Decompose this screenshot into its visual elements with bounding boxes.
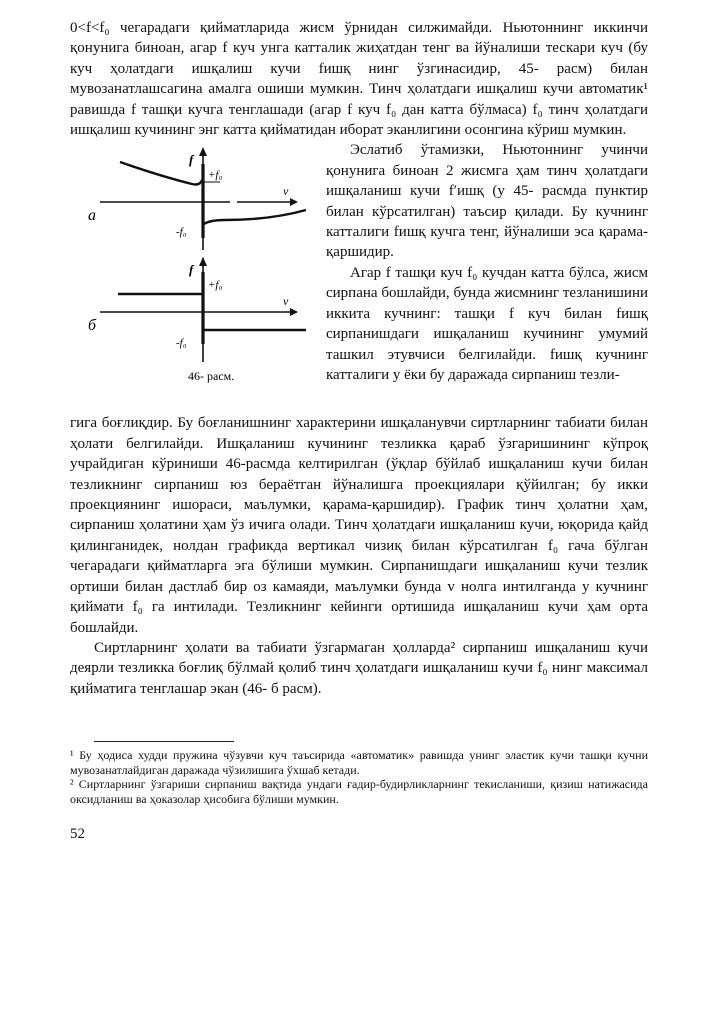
panel-a-f-label: f xyxy=(189,152,194,168)
footnote-rule xyxy=(94,741,234,742)
panel-a-v-label: v xyxy=(283,184,289,199)
panel-a-f-arrow xyxy=(199,147,207,156)
paragraph-3-upper: Агар f ташқи куч f₀ кучдан катта бўлса, жисм сирпана бошлайди, бунда жисмнинг тезланишини иккита кучнинг: ташқи f куч билан fишқ сирпанишдаги ишқаланиш кучининг умумий ташкил этувчиси белгилайди. fишқ кучнинг катталиги у ёки бу даражада сирпаниш тезли- xyxy=(326,264,648,383)
figure-caption: 46- расм. xyxy=(188,369,235,384)
paragraph-1: 0<f<f₀ чегарадаги қийматларида жисм ўрнидан силжимайди. Ньютоннинг иккинчи қонунига биноан, агар f куч унга катталик жиҳатдан тенг ва йўналиши тескари куч (бу куч ҳолатдаги ишқалиш кучи fишқ нинг ўзгинасидир, 45- расм) билан мувозанатлашсагина амалга ошиши мумкин. Тинч ҳолатдаги ишқалиш кучи автоматик¹ равишда f ташқи кучга тенглашади (агар f куч f₀ дан катта бўлмаса) f₀ тинч ҳолатдаги ишқалиш кучининг энг катта қийматидан иборат эканлигини осонгина кўриш мумкин. xyxy=(70,20,648,139)
panel-b-f-label: f xyxy=(189,262,194,278)
panel-a-v-arrow xyxy=(290,198,298,206)
panel-a-plus-f0: +f₀ xyxy=(208,169,223,182)
panel-b-minus-f0: -f₀ xyxy=(176,337,187,350)
figure-46 xyxy=(70,140,320,413)
panel-b xyxy=(88,257,306,362)
panel-b-f-arrow xyxy=(199,257,207,266)
paragraph-3-lower: гига боғлиқдир. Бу боғланишнинг характерини ишқаланувчи сиртларнинг табиати билан ҳолати белгилайди. Ишқаланиш кучининг тезликка қараб ўзгаришининг кўпроқ учрайдиган кўриниши 46-расмда келтирилган (ўқлар бўйлаб ишқаланиш кучи билан тезликнинг сирпаниш юз бераётган йўналишга проекциялари қўйилган; бу икки проекциянинг ишораси, маълумки, қарама-қаршидир). График тинч ҳолатни ҳам, сирпаниш ҳолатини ҳам ўз ичига олади. Тинч ҳолатдаги ишқаланиш кучи, юқорида қайд қилинганидек, нолдан графикда вертикал чизиқ билан кўрсатилган f₀ гача бўлган чегарадаги қийматларга эга бўлиши мумкин. Сирпанишдаги ишқаланиш кучи тезлик ортиши билан дастлаб бир оз камаяди, маълумки бунда v нолга интилганда у кучнинг қиймати f₀ га интилади. Тезликнинг кейинги ортишида ишқаланиш кучи ҳам орта бошлайди. xyxy=(70,415,648,636)
panel-a xyxy=(88,147,306,250)
paragraph-2: Эслатиб ўтамизки, Ньютоннинг учинчи қонунига биноан 2 жисмга ҳам тинч ҳолатдаги ишқаланиш кучи f′ишқ (у 45- расмда пунктир билан кўрсатилган) таъсир қилади. Бу кучнинг катталиги fишқ кучга тенг, йўналиши эса қарама-қаршидир. xyxy=(326,142,648,261)
panel-b-v-arrow xyxy=(290,308,298,316)
footnotes xyxy=(70,741,648,806)
page-number: 52 xyxy=(70,826,85,843)
friction-graphs xyxy=(70,140,320,408)
right-text-column xyxy=(326,140,648,413)
paragraph-4: Сиртларнинг ҳолати ва табиати ўзгармаган ҳолларда² сирпаниш ишқаланиш кучи деярли тезликка боғлиқ бўлмай қолиб тинч ҳолатдаги ишқаланиш кучи f₀ нинг максимал қийматига тенглашар экан (46- б расм). xyxy=(70,639,648,697)
panel-b-v-label: v xyxy=(283,294,289,309)
page-content xyxy=(70,18,648,843)
panel-a-label: а xyxy=(88,207,96,225)
panel-a-minus-f0: -f₀ xyxy=(176,226,187,239)
footnote-2: ² Сиртларнинг ўзгариши сирпаниш вақтида ундаги ғадир-будирликларнинг текисланиши, қизиш натижасида оксидланиш ва ҳоказолар ҳисобига бўлиши мумкин. xyxy=(70,777,648,806)
panel-a-right-curve xyxy=(204,210,306,224)
panel-b-plus-f0: +f₀ xyxy=(208,279,223,292)
figure-and-text-row xyxy=(70,140,648,413)
panel-b-label: б xyxy=(88,317,97,335)
footnote-1: ¹ Бу ҳодиса худди пружина чўзувчи куч таъсирида «автоматик» равишда унинг эластик кучи ташқи кучни мувозанатлайдиган даражада чўзилишига ўхшаб кетади. xyxy=(70,748,648,777)
